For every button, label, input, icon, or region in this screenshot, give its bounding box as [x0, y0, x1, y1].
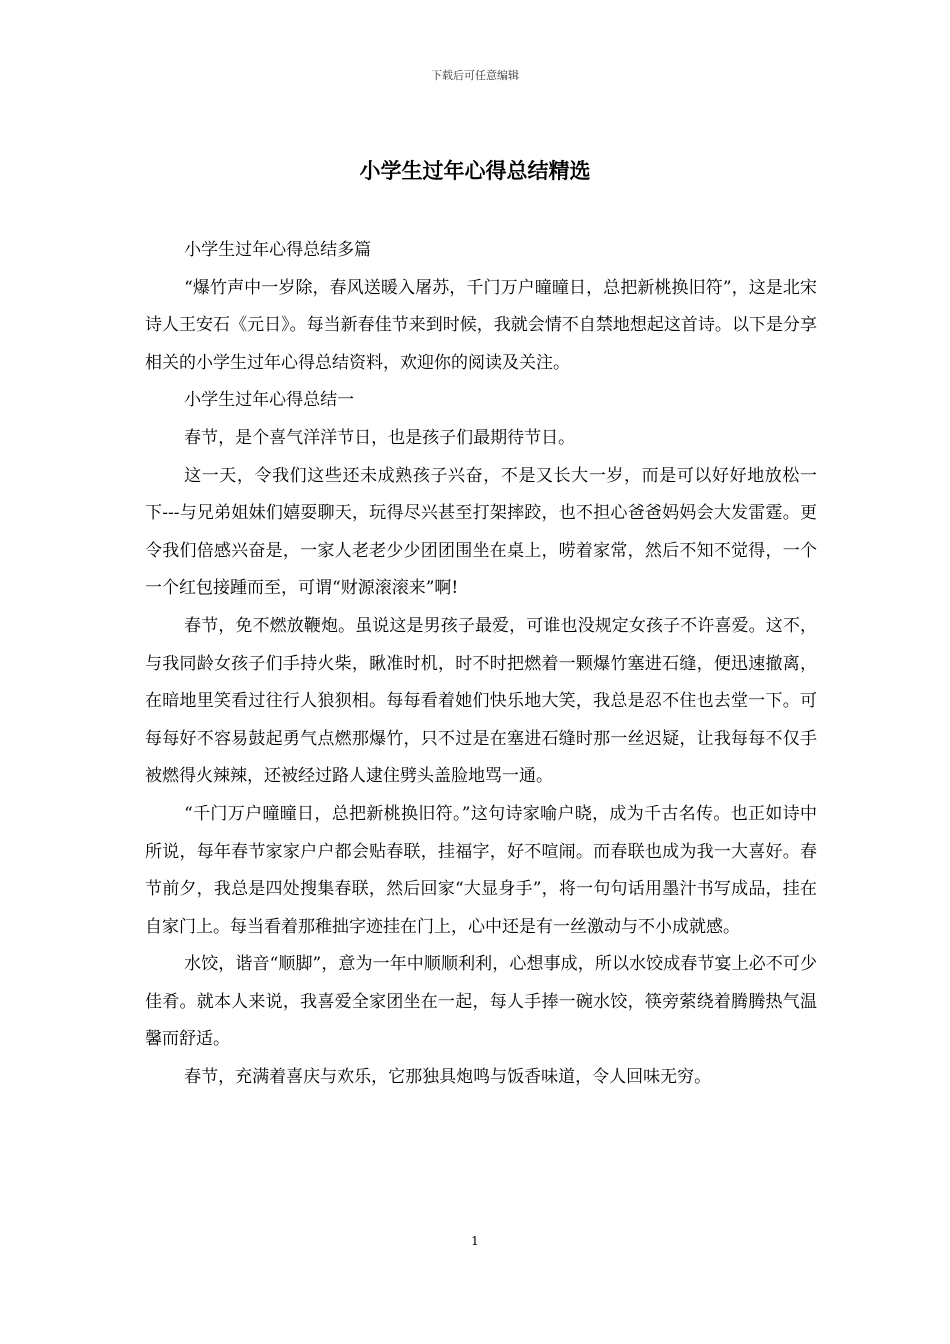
- document-body: [145, 232, 817, 1097]
- section-heading: 小学生过年心得总结一: [184, 390, 355, 411]
- paragraph: 春节，充满着喜庆与欢乐，它那独具炮鸣与饭香味道，令人回味无穷。: [184, 1067, 712, 1088]
- paragraph: 这一天，令我们这些还未成熟孩子兴奋，不是又长大一岁，而是可以好好地放松一下---与兄弟姐妹们嬉耍聊天，玩得尽兴甚至打架摔跤，也不担心爸爸妈妈会大发雷霆。更令我们倍感兴奋是，一家人老老少少团团围坐在桌上，唠着家常，然后不知不觉得，一个一个红包接踵而至，可谓“财源滚滚来”啊!: [145, 465, 817, 599]
- header-note: 下载后可任意编辑: [431, 69, 519, 82]
- page-number: 1: [471, 1234, 479, 1248]
- document-title: 小学生过年心得总结精选: [359, 158, 591, 183]
- paragraph: 水饺，谐音“顺脚”，意为一年中顺顺利利，心想事成，所以水饺成春节宴上必不可少佳肴。就本人来说，我喜爱全家团坐在一起，每人手捧一碗水饺，筷旁萦绕着腾腾热气温馨而舒适。: [145, 954, 817, 1050]
- paragraph: 春节，是个喜气洋洋节日，也是孩子们最期待节日。: [184, 427, 576, 448]
- paragraph: 春节，免不燃放鞭炮。虽说这是男孩子最爱，可谁也没规定女孩子不许喜爱。这不，与我同龄女孩子们手持火柴，瞅准时机，时不时把燃着一颗爆竹塞进石缝，便迅速撤离，在暗地里笑看过往行人狼狈相。每每看着她们快乐地大笑，我总是忍不住也去堂一下。可每每好不容易鼓起勇气点燃那爆竹，只不过是在塞进石缝时那一丝迟疑，让我每每不仅手被燃得火辣辣，还被经过路人逮住劈头盖脸地骂一通。: [145, 615, 817, 787]
- paragraph: “千门万户曈曈日，总把新桃换旧符。”这句诗家喻户晓，成为千古名传。也正如诗中所说，每年春节家家户户都会贴春联，挂福字，好不喧闹。而春联也成为我一大喜好。春节前夕，我总是四处搜集春联，然后回家“大显身手”，将一句句话用墨汁书写成品，挂在自家门上。每当看着那稚拙字迹挂在门上，心中还是有一丝激动与不小成就感。: [145, 803, 817, 937]
- paragraph: 小学生过年心得总结多篇: [184, 240, 372, 260]
- paragraph: “爆竹声中一岁除，春风送暖入屠苏，千门万户曈曈日，总把新桃换旧符”，这是北宋诗人王安石《元日》。每当新春佳节来到时候，我就会情不自禁地想起这首诗。以下是分享相关的小学生过年心得总结资料，欢迎你的阅读及关注。: [145, 277, 817, 373]
